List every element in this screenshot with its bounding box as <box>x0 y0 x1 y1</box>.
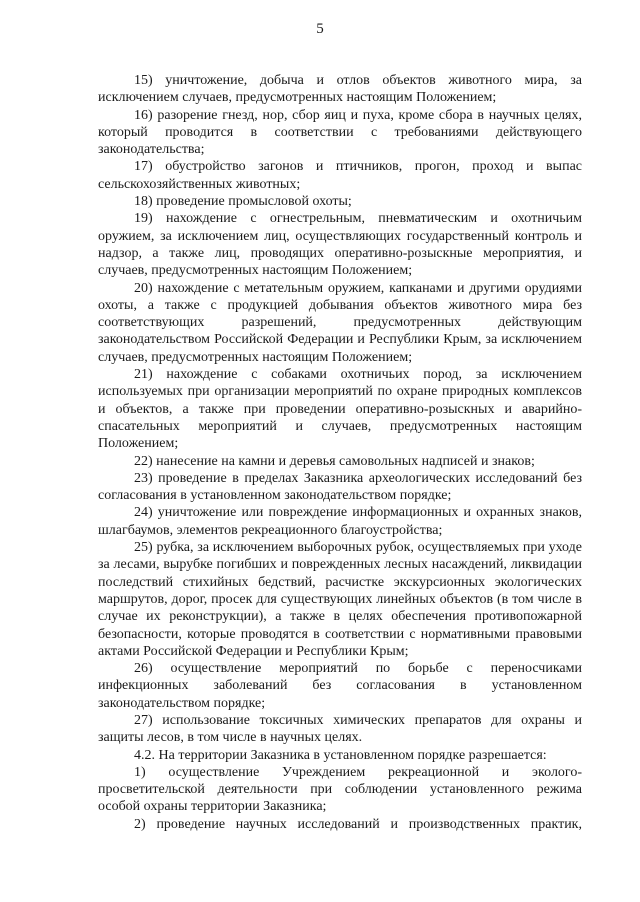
list-item-19: 19) нахождение с огнестрельным, пневматическим и охотничьим оружием, за исключением лиц, осуществляющих государственный контроль и надзор, а также лиц, проводящих оперативно-розыскные мероприятия, и случаев, предусмотренных настоящим Положением; <box>98 211 582 279</box>
list-item-22: 22) нанесение на камни и деревья самовольных надписей и знаков; <box>134 453 535 469</box>
list-item-26: 26) осуществление мероприятий по борьбе с переносчиками инфекционных заболеваний без согласования в установленном законодательством порядке; <box>98 661 582 711</box>
list-item-24: 24) уничтожение или повреждение информационных и охранных знаков, шлагбаумов, элементов рекреационного благоустройства; <box>98 505 582 538</box>
list-item-23: 23) проведение в пределах Заказника археологических исследований без согласования в установленном законодательством порядке; <box>98 470 582 504</box>
list-item-20: 20) нахождение с метательным оружием, капканами и другими орудиями охоты, а также с продукцией добывания объектов животного мира без соответствующих разрешений, предусмотренных действующим законодательством Российской Федерации и Республики Крым, за исключением случаев, предусмотренных настоящим Положением; <box>98 280 582 365</box>
list-item-1: 1) осуществление Учреждением рекреационной и эколого-просветительской деятельности при соблюдении установленного режима особой охраны территории Заказника; <box>98 764 582 815</box>
list-item-16: 16) разорение гнезд, нор, сбор яиц и пуха, кроме сбора в научных целях, который проводится в соответствии с требованиями действующего законодательства; <box>98 107 582 158</box>
list-item-21: 21) нахождение с собаками охотничьих пород, за исключением используемых при организации мероприятий по охране природных комплексов и объектов, а также при проведении оперативно-розыскных и аварийно-спасательных мероприятий и случаев, предусмотренных настоящим Положением; <box>98 367 582 452</box>
list-item-2: 2) проведение научных исследований и производственных практик, <box>134 816 582 832</box>
document-body <box>98 72 582 833</box>
list-item-17: 17) обустройство загонов и птичников, прогон, проход и выпас сельскохозяйственных животных; <box>98 159 582 192</box>
list-item-18: 18) проведение промысловой охоты; <box>134 194 352 210</box>
section-heading-4-2: 4.2. На территории Заказника в установленном порядке разрешается: <box>134 747 547 763</box>
list-item-15: 15) уничтожение, добыча и отлов объектов животного мира, за исключением случаев, предусмотренных настоящим Положением; <box>98 73 582 106</box>
list-item-25: 25) рубка, за исключением выборочных рубок, осуществляемых при уходе за лесами, вырубке погибших и поврежденных лесных насаждений, ликвидации последствий стихийных бедствий, расчистке экскурсионных экологических маршрутов, дорог, просек для существующих линейных объектов (в том числе в случае их реконструкции), а также в целях обеспечения противопожарной безопасности, которые проводятся в соответствии с нормативными правовыми актами Российской Федерации и Республики Крым; <box>98 540 582 659</box>
page-number: 5 <box>316 21 324 37</box>
list-item-27: 27) использование токсичных химических препаратов для охраны и защиты лесов, в том числе в научных целях. <box>98 712 582 746</box>
